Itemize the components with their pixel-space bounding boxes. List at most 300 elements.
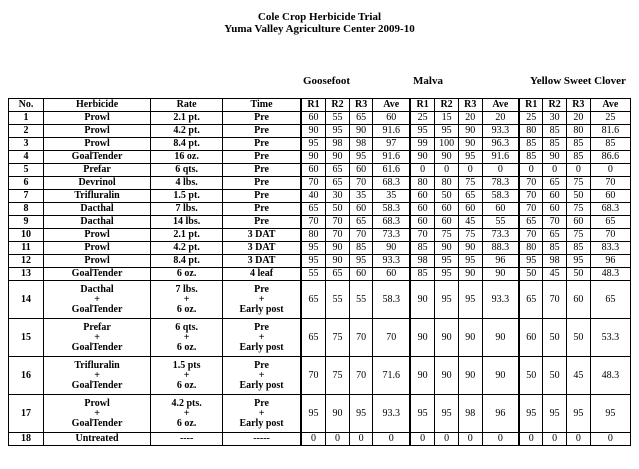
clover-r3-cell: 85 bbox=[566, 151, 590, 164]
time-cell-line: + bbox=[258, 293, 265, 305]
malva-r1-cell: 0 bbox=[410, 433, 435, 446]
clover-r3-cell: 0 bbox=[566, 164, 590, 177]
goosefoot-r3-cell: 0 bbox=[349, 433, 373, 446]
rate-cell bbox=[151, 203, 223, 216]
table-row bbox=[9, 268, 631, 281]
time-cell-line: 4 leaf bbox=[250, 268, 274, 279]
goosefoot-r2-cell: 65 bbox=[326, 164, 350, 177]
goosefoot-ave-cell: 35 bbox=[373, 190, 410, 203]
clover-r3-cell: 75 bbox=[566, 177, 590, 190]
time-cell-line: Pre bbox=[254, 177, 269, 188]
clover-r2-cell: 70 bbox=[543, 216, 567, 229]
herbicide-cell-line: Prowl bbox=[84, 125, 110, 136]
malva-ave-cell: 96.3 bbox=[482, 138, 519, 151]
clover-ave-cell: 70 bbox=[590, 229, 630, 242]
goosefoot-r2-cell: 70 bbox=[326, 216, 350, 229]
herbicide-cell-line: Prowl bbox=[84, 138, 110, 149]
malva-ave-cell: 58.3 bbox=[482, 190, 519, 203]
goosefoot-r2-cell: 55 bbox=[326, 112, 350, 125]
group-label-malva: Malva bbox=[413, 75, 443, 87]
time-cell bbox=[223, 216, 301, 229]
malva-r3-cell: 90 bbox=[458, 242, 482, 255]
rate-cell-line: 1.5 pt. bbox=[173, 190, 200, 201]
malva-r3-cell: 95 bbox=[458, 281, 482, 319]
goosefoot-ave-cell: 60 bbox=[373, 112, 410, 125]
herbicide-cell bbox=[44, 395, 151, 433]
malva-ave-cell: 55 bbox=[482, 216, 519, 229]
clover-r2-cell: 0 bbox=[543, 164, 567, 177]
clover-r3-cell: 80 bbox=[566, 125, 590, 138]
herbicide-cell-line: Prowl bbox=[84, 397, 110, 409]
herbicide-trial-table bbox=[8, 98, 631, 446]
goosefoot-r3-cell: 98 bbox=[349, 138, 373, 151]
malva-r3-cell: 90 bbox=[458, 268, 482, 281]
header-malva-ave: Ave bbox=[482, 99, 519, 112]
rate-cell-line: 4 lbs. bbox=[175, 177, 198, 188]
herbicide-cell-line: Trifluralin bbox=[74, 190, 120, 201]
row-number-cell: 8 bbox=[9, 203, 44, 216]
time-cell-line: + bbox=[258, 331, 265, 343]
malva-r1-cell: 90 bbox=[410, 357, 435, 395]
clover-r1-cell: 95 bbox=[519, 255, 543, 268]
header-goosefoot-r2: R2 bbox=[326, 99, 350, 112]
time-cell bbox=[223, 357, 301, 395]
row-number-cell: 5 bbox=[9, 164, 44, 177]
herbicide-cell bbox=[44, 190, 151, 203]
malva-r1-cell: 60 bbox=[410, 203, 435, 216]
goosefoot-r3-cell: 60 bbox=[349, 164, 373, 177]
clover-ave-cell: 70 bbox=[590, 177, 630, 190]
clover-r2-cell: 98 bbox=[543, 255, 567, 268]
herbicide-cell bbox=[44, 242, 151, 255]
row-number-cell: 14 bbox=[9, 281, 44, 319]
rate-cell bbox=[151, 190, 223, 203]
report-subtitle: Yuma Valley Agriculture Center 2009-10 bbox=[224, 23, 415, 35]
row-number-cell: 17 bbox=[9, 395, 44, 433]
table-row bbox=[9, 164, 631, 177]
time-cell bbox=[223, 433, 301, 446]
time-cell bbox=[223, 255, 301, 268]
goosefoot-ave-cell: 93.3 bbox=[373, 395, 410, 433]
herbicide-cell bbox=[44, 357, 151, 395]
clover-ave-cell: 68.3 bbox=[590, 203, 630, 216]
malva-r1-cell: 60 bbox=[410, 216, 435, 229]
clover-ave-cell: 53.3 bbox=[590, 319, 630, 357]
header-clover-r1: R1 bbox=[519, 99, 543, 112]
goosefoot-r1-cell: 90 bbox=[301, 125, 326, 138]
time-cell bbox=[223, 112, 301, 125]
rate-cell-line: 6 qts. bbox=[175, 321, 199, 333]
clover-r2-cell: 65 bbox=[543, 177, 567, 190]
time-cell bbox=[223, 319, 301, 357]
clover-r3-cell: 60 bbox=[566, 281, 590, 319]
clover-r3-cell: 45 bbox=[566, 357, 590, 395]
time-cell-line: Pre bbox=[254, 138, 269, 149]
time-cell bbox=[223, 138, 301, 151]
herbicide-cell-line: Prowl bbox=[84, 242, 110, 253]
clover-r1-cell: 50 bbox=[519, 357, 543, 395]
malva-ave-cell: 0 bbox=[482, 164, 519, 177]
clover-ave-cell: 60 bbox=[590, 190, 630, 203]
clover-r1-cell: 50 bbox=[519, 268, 543, 281]
goosefoot-r2-cell: 90 bbox=[326, 242, 350, 255]
goosefoot-r2-cell: 0 bbox=[326, 433, 350, 446]
row-number-cell: 3 bbox=[9, 138, 44, 151]
time-cell bbox=[223, 190, 301, 203]
rate-cell-line: 6 oz. bbox=[176, 379, 197, 391]
malva-r3-cell: 20 bbox=[458, 112, 482, 125]
row-number-cell: 7 bbox=[9, 190, 44, 203]
clover-r1-cell: 70 bbox=[519, 190, 543, 203]
malva-r1-cell: 99 bbox=[410, 138, 435, 151]
header-goosefoot-r3: R3 bbox=[349, 99, 373, 112]
goosefoot-r3-cell: 65 bbox=[349, 216, 373, 229]
malva-r2-cell: 100 bbox=[435, 138, 459, 151]
row-number-cell: 16 bbox=[9, 357, 44, 395]
malva-ave-cell: 0 bbox=[482, 433, 519, 446]
goosefoot-r3-cell: 85 bbox=[349, 242, 373, 255]
herbicide-cell-line: Prefar bbox=[83, 164, 111, 175]
goosefoot-r2-cell: 90 bbox=[326, 395, 350, 433]
clover-r1-cell: 65 bbox=[519, 281, 543, 319]
clover-r3-cell: 50 bbox=[566, 268, 590, 281]
goosefoot-ave-cell: 60 bbox=[373, 268, 410, 281]
table-row bbox=[9, 138, 631, 151]
goosefoot-ave-cell: 91.6 bbox=[373, 125, 410, 138]
rate-cell-line: 4.2 pt. bbox=[173, 242, 200, 253]
clover-r1-cell: 25 bbox=[519, 112, 543, 125]
clover-r1-cell: 70 bbox=[519, 203, 543, 216]
clover-r2-cell: 85 bbox=[543, 125, 567, 138]
goosefoot-ave-cell: 68.3 bbox=[373, 216, 410, 229]
row-number-cell: 4 bbox=[9, 151, 44, 164]
goosefoot-r1-cell: 65 bbox=[301, 281, 326, 319]
clover-r2-cell: 85 bbox=[543, 242, 567, 255]
clover-r3-cell: 85 bbox=[566, 138, 590, 151]
rate-cell bbox=[151, 255, 223, 268]
herbicide-cell-line: Prefar bbox=[83, 321, 111, 333]
goosefoot-r1-cell: 0 bbox=[301, 433, 326, 446]
rate-cell-line: 6 qts. bbox=[175, 164, 199, 175]
goosefoot-r1-cell: 95 bbox=[301, 138, 326, 151]
goosefoot-ave-cell: 93.3 bbox=[373, 255, 410, 268]
header-clover-ave: Ave bbox=[590, 99, 630, 112]
table-row bbox=[9, 319, 631, 357]
malva-r2-cell: 80 bbox=[435, 177, 459, 190]
header-no: No. bbox=[9, 99, 44, 112]
table-row bbox=[9, 229, 631, 242]
malva-ave-cell: 96 bbox=[482, 395, 519, 433]
malva-r2-cell: 15 bbox=[435, 112, 459, 125]
rate-cell-line: + bbox=[183, 293, 190, 305]
goosefoot-r1-cell: 70 bbox=[301, 357, 326, 395]
clover-r1-cell: 85 bbox=[519, 138, 543, 151]
rate-cell-line: 6 oz. bbox=[176, 417, 197, 429]
time-cell-line: Early post bbox=[239, 341, 284, 353]
clover-r1-cell: 0 bbox=[519, 164, 543, 177]
clover-ave-cell: 0 bbox=[590, 433, 630, 446]
rate-cell-line: 7 lbs. bbox=[175, 203, 198, 214]
malva-r1-cell: 90 bbox=[410, 151, 435, 164]
time-cell-line: Pre bbox=[254, 397, 269, 409]
herbicide-cell-line: Devrinol bbox=[78, 177, 116, 188]
table-row bbox=[9, 216, 631, 229]
time-cell-line: Pre bbox=[254, 283, 269, 295]
rate-cell bbox=[151, 229, 223, 242]
goosefoot-ave-cell: 97 bbox=[373, 138, 410, 151]
rate-cell-line: 16 oz. bbox=[174, 151, 199, 162]
group-label-goosefoot: Goosefoot bbox=[303, 75, 351, 87]
header-goosefoot-ave: Ave bbox=[373, 99, 410, 112]
rate-cell-line: 7 lbs. bbox=[175, 283, 198, 295]
clover-ave-cell: 0 bbox=[590, 164, 630, 177]
clover-r3-cell: 20 bbox=[566, 112, 590, 125]
clover-r3-cell: 50 bbox=[566, 319, 590, 357]
herbicide-cell bbox=[44, 319, 151, 357]
table-row bbox=[9, 242, 631, 255]
herbicide-cell-line: + bbox=[94, 369, 100, 381]
malva-r2-cell: 95 bbox=[435, 125, 459, 138]
time-cell-line: 3 DAT bbox=[247, 229, 276, 240]
goosefoot-r3-cell: 90 bbox=[349, 125, 373, 138]
clover-r3-cell: 85 bbox=[566, 242, 590, 255]
goosefoot-r1-cell: 40 bbox=[301, 190, 326, 203]
herbicide-cell-line: GoalTender bbox=[71, 151, 123, 162]
time-cell bbox=[223, 268, 301, 281]
clover-r2-cell: 70 bbox=[543, 281, 567, 319]
herbicide-cell-line: GoalTender bbox=[71, 268, 123, 279]
time-cell bbox=[223, 164, 301, 177]
rate-cell-line: 6 oz. bbox=[176, 303, 197, 315]
malva-r2-cell: 95 bbox=[435, 255, 459, 268]
goosefoot-r2-cell: 95 bbox=[326, 125, 350, 138]
malva-ave-cell: 93.3 bbox=[482, 125, 519, 138]
goosefoot-ave-cell: 90 bbox=[373, 242, 410, 255]
malva-r3-cell: 90 bbox=[458, 319, 482, 357]
clover-r3-cell: 75 bbox=[566, 229, 590, 242]
clover-r2-cell: 0 bbox=[543, 433, 567, 446]
goosefoot-r2-cell: 65 bbox=[326, 268, 350, 281]
report-title: Cole Crop Herbicide Trial bbox=[257, 11, 382, 23]
malva-r2-cell: 0 bbox=[435, 164, 459, 177]
malva-r1-cell: 0 bbox=[410, 164, 435, 177]
clover-r2-cell: 90 bbox=[543, 151, 567, 164]
malva-r3-cell: 75 bbox=[458, 229, 482, 242]
herbicide-cell-line: Trifluralin bbox=[74, 359, 120, 371]
goosefoot-ave-cell: 71.6 bbox=[373, 357, 410, 395]
malva-r1-cell: 90 bbox=[410, 319, 435, 357]
malva-r1-cell: 85 bbox=[410, 268, 435, 281]
table-row bbox=[9, 203, 631, 216]
clover-r1-cell: 85 bbox=[519, 151, 543, 164]
rate-cell bbox=[151, 216, 223, 229]
malva-r2-cell: 90 bbox=[435, 357, 459, 395]
clover-r3-cell: 95 bbox=[566, 255, 590, 268]
malva-ave-cell: 90 bbox=[482, 357, 519, 395]
table-row bbox=[9, 112, 631, 125]
rate-cell-line: 2.1 pt. bbox=[173, 229, 200, 240]
herbicide-cell-line: Prowl bbox=[84, 112, 110, 123]
time-cell-line: 3 DAT bbox=[247, 242, 276, 253]
header-herbicide: Herbicide bbox=[44, 99, 151, 112]
malva-r1-cell: 25 bbox=[410, 112, 435, 125]
malva-r2-cell: 95 bbox=[435, 395, 459, 433]
goosefoot-r1-cell: 95 bbox=[301, 395, 326, 433]
herbicide-cell bbox=[44, 268, 151, 281]
table-row bbox=[9, 255, 631, 268]
clover-r1-cell: 65 bbox=[519, 216, 543, 229]
time-cell-line: Pre bbox=[254, 164, 269, 175]
clover-r2-cell: 30 bbox=[543, 112, 567, 125]
herbicide-cell bbox=[44, 255, 151, 268]
goosefoot-r3-cell: 95 bbox=[349, 395, 373, 433]
malva-r2-cell: 60 bbox=[435, 203, 459, 216]
clover-ave-cell: 95 bbox=[590, 395, 630, 433]
rate-cell-line: 4.2 pts. bbox=[171, 397, 202, 409]
rate-cell bbox=[151, 125, 223, 138]
malva-r2-cell: 0 bbox=[435, 433, 459, 446]
herbicide-cell-line: Prowl bbox=[84, 255, 110, 266]
malva-r3-cell: 98 bbox=[458, 395, 482, 433]
goosefoot-r3-cell: 70 bbox=[349, 229, 373, 242]
rate-cell bbox=[151, 177, 223, 190]
row-number-cell: 10 bbox=[9, 229, 44, 242]
clover-r3-cell: 0 bbox=[566, 433, 590, 446]
clover-r2-cell: 60 bbox=[543, 190, 567, 203]
clover-r2-cell: 45 bbox=[543, 268, 567, 281]
herbicide-cell bbox=[44, 125, 151, 138]
rate-cell bbox=[151, 138, 223, 151]
table-row bbox=[9, 357, 631, 395]
clover-ave-cell: 25 bbox=[590, 112, 630, 125]
row-number-cell: 9 bbox=[9, 216, 44, 229]
time-cell-line: Early post bbox=[239, 303, 284, 315]
rate-cell bbox=[151, 164, 223, 177]
goosefoot-r3-cell: 55 bbox=[349, 281, 373, 319]
table-row bbox=[9, 125, 631, 138]
time-cell-line: 3 DAT bbox=[247, 255, 276, 266]
goosefoot-ave-cell: 70 bbox=[373, 319, 410, 357]
row-number-cell: 2 bbox=[9, 125, 44, 138]
herbicide-cell-line: GoalTender bbox=[71, 417, 123, 429]
herbicide-cell-line: + bbox=[94, 407, 100, 419]
clover-r1-cell: 95 bbox=[519, 395, 543, 433]
goosefoot-r3-cell: 95 bbox=[349, 151, 373, 164]
table-row bbox=[9, 190, 631, 203]
malva-r1-cell: 90 bbox=[410, 281, 435, 319]
rate-cell-line: ---- bbox=[179, 433, 194, 444]
goosefoot-r2-cell: 98 bbox=[326, 138, 350, 151]
goosefoot-r2-cell: 55 bbox=[326, 281, 350, 319]
time-cell bbox=[223, 151, 301, 164]
goosefoot-r1-cell: 70 bbox=[301, 216, 326, 229]
malva-r3-cell: 45 bbox=[458, 216, 482, 229]
clover-r2-cell: 50 bbox=[543, 319, 567, 357]
clover-r1-cell: 80 bbox=[519, 242, 543, 255]
row-number-cell: 15 bbox=[9, 319, 44, 357]
row-number-cell: 13 bbox=[9, 268, 44, 281]
time-cell bbox=[223, 177, 301, 190]
malva-ave-cell: 93.3 bbox=[482, 281, 519, 319]
time-cell-line: Early post bbox=[239, 417, 284, 429]
row-number-cell: 11 bbox=[9, 242, 44, 255]
clover-ave-cell: 96 bbox=[590, 255, 630, 268]
herbicide-cell bbox=[44, 164, 151, 177]
malva-r3-cell: 95 bbox=[458, 255, 482, 268]
malva-r2-cell: 95 bbox=[435, 268, 459, 281]
rate-cell-line: 8.4 pt. bbox=[173, 138, 200, 149]
malva-ave-cell: 73.3 bbox=[482, 229, 519, 242]
goosefoot-r2-cell: 90 bbox=[326, 255, 350, 268]
malva-r2-cell: 50 bbox=[435, 190, 459, 203]
herbicide-cell bbox=[44, 433, 151, 446]
row-number-cell: 6 bbox=[9, 177, 44, 190]
goosefoot-ave-cell: 0 bbox=[373, 433, 410, 446]
rate-cell-line: 4.2 pt. bbox=[173, 125, 200, 136]
clover-ave-cell: 48.3 bbox=[590, 357, 630, 395]
malva-ave-cell: 88.3 bbox=[482, 242, 519, 255]
goosefoot-r3-cell: 65 bbox=[349, 112, 373, 125]
clover-ave-cell: 85 bbox=[590, 138, 630, 151]
time-cell-line: ----- bbox=[253, 433, 270, 444]
time-cell-line: Pre bbox=[254, 203, 269, 214]
goosefoot-r2-cell: 50 bbox=[326, 203, 350, 216]
time-cell-line: Pre bbox=[254, 125, 269, 136]
herbicide-cell bbox=[44, 281, 151, 319]
malva-r3-cell: 90 bbox=[458, 138, 482, 151]
goosefoot-r2-cell: 90 bbox=[326, 151, 350, 164]
rate-cell-line: 14 lbs. bbox=[173, 216, 201, 227]
clover-r1-cell: 70 bbox=[519, 177, 543, 190]
goosefoot-r1-cell: 95 bbox=[301, 242, 326, 255]
clover-r1-cell: 80 bbox=[519, 125, 543, 138]
goosefoot-ave-cell: 58.3 bbox=[373, 281, 410, 319]
clover-r2-cell: 50 bbox=[543, 357, 567, 395]
clover-ave-cell: 81.6 bbox=[590, 125, 630, 138]
rate-cell-line: 8.4 pt. bbox=[173, 255, 200, 266]
malva-r3-cell: 60 bbox=[458, 203, 482, 216]
goosefoot-r1-cell: 95 bbox=[301, 255, 326, 268]
group-label-yellow-sweet-clover: Yellow Sweet Clover bbox=[530, 75, 626, 87]
rate-cell-line: 6 oz. bbox=[176, 341, 197, 353]
time-cell bbox=[223, 125, 301, 138]
malva-r1-cell: 60 bbox=[410, 190, 435, 203]
herbicide-cell-line: GoalTender bbox=[71, 303, 123, 315]
rate-cell bbox=[151, 357, 223, 395]
time-cell-line: Pre bbox=[254, 112, 269, 123]
time-cell bbox=[223, 203, 301, 216]
time-cell bbox=[223, 229, 301, 242]
table-row bbox=[9, 395, 631, 433]
herbicide-cell bbox=[44, 151, 151, 164]
header-rate: Rate bbox=[151, 99, 223, 112]
rate-cell bbox=[151, 395, 223, 433]
malva-r1-cell: 95 bbox=[410, 395, 435, 433]
time-cell bbox=[223, 242, 301, 255]
clover-r3-cell: 95 bbox=[566, 395, 590, 433]
malva-r1-cell: 70 bbox=[410, 229, 435, 242]
goosefoot-r2-cell: 70 bbox=[326, 229, 350, 242]
table-row bbox=[9, 433, 631, 446]
clover-r1-cell: 0 bbox=[519, 433, 543, 446]
goosefoot-ave-cell: 68.3 bbox=[373, 177, 410, 190]
goosefoot-r3-cell: 35 bbox=[349, 190, 373, 203]
goosefoot-ave-cell: 61.6 bbox=[373, 164, 410, 177]
goosefoot-r2-cell: 65 bbox=[326, 177, 350, 190]
time-cell-line: Pre bbox=[254, 190, 269, 201]
table-header-row bbox=[9, 99, 631, 112]
clover-ave-cell: 48.3 bbox=[590, 268, 630, 281]
